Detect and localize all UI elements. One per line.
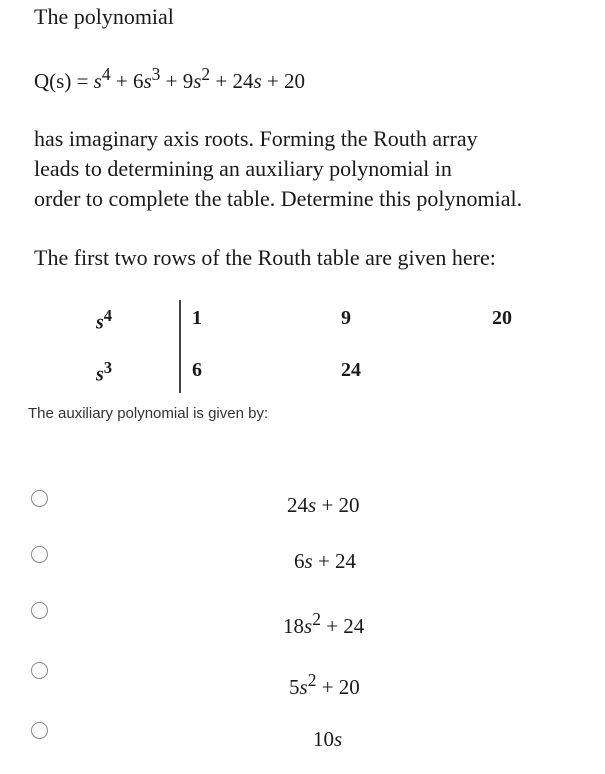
option-var: s <box>299 675 308 699</box>
option-var: s <box>304 614 313 638</box>
routh-row-label-base: s <box>96 363 104 386</box>
option-label[interactable] <box>313 727 342 752</box>
option-var: s <box>334 727 343 751</box>
routh-cell: 20 <box>492 307 512 329</box>
poly-t2-base: s <box>143 69 152 93</box>
question-intro: The polynomial <box>34 4 174 29</box>
routh-cell: 9 <box>341 307 351 329</box>
poly-t4-op: + 24 <box>210 69 254 93</box>
answer-prompt: The auxiliary polynomial is given by: <box>28 405 269 422</box>
option-radio[interactable] <box>31 662 48 679</box>
option-radio[interactable] <box>31 722 48 739</box>
question-body-line: has imaginary axis roots. Forming the Routh array <box>34 126 478 151</box>
polynomial-equation <box>34 64 305 94</box>
option-coef: 5 <box>289 675 300 699</box>
option-tail: + 24 <box>312 549 357 573</box>
routh-intro: The first two rows of the Routh table are given here: <box>34 245 496 270</box>
routh-row-label-exp: 4 <box>103 306 113 325</box>
option-exp: 2 <box>307 670 317 690</box>
poly-t2-exp: 3 <box>151 64 161 84</box>
routh-row-label <box>96 358 112 387</box>
option-radio[interactable] <box>31 490 48 507</box>
option-tail: + 20 <box>316 675 360 699</box>
question-body-line: order to complete the table. Determine this polynomial. <box>34 186 523 211</box>
routh-cell: 1 <box>192 307 202 329</box>
option-coef: 24 <box>287 493 308 517</box>
option-coef: 18 <box>283 614 304 638</box>
option-tail: + 20 <box>316 493 360 517</box>
poly-t2-op: + 6 <box>110 69 144 93</box>
option-var: s <box>304 549 313 573</box>
poly-t1-exp: 4 <box>101 64 111 84</box>
option-label[interactable] <box>283 609 364 639</box>
poly-t4-base: s <box>253 69 262 93</box>
option-exp: 2 <box>312 609 321 629</box>
routh-cell: 6 <box>192 359 202 381</box>
option-radio[interactable] <box>31 546 48 563</box>
option-label[interactable] <box>287 493 360 518</box>
option-coef: 6 <box>294 549 305 573</box>
routh-row-label-exp: 3 <box>103 358 113 377</box>
routh-row-label-base: s <box>96 311 104 334</box>
option-var: s <box>308 493 317 517</box>
option-label[interactable] <box>289 670 360 700</box>
routh-row-label <box>96 306 112 335</box>
poly-lhs: Q(s) = <box>34 69 94 93</box>
question-body <box>34 124 574 214</box>
poly-t3-op: + 9 <box>160 69 194 93</box>
poly-t1-base: s <box>93 69 102 93</box>
poly-t3-exp: 2 <box>201 64 211 84</box>
option-tail: + 24 <box>320 614 365 638</box>
poly-t3-base: s <box>193 69 202 93</box>
question-body-line: leads to determining an auxiliary polynomial in <box>34 156 452 181</box>
option-label[interactable] <box>294 549 356 574</box>
option-radio[interactable] <box>31 602 48 619</box>
routh-divider <box>179 300 181 393</box>
routh-cell: 24 <box>341 359 361 381</box>
poly-t5-op: + 20 <box>261 69 306 93</box>
option-coef: 10 <box>313 727 334 751</box>
